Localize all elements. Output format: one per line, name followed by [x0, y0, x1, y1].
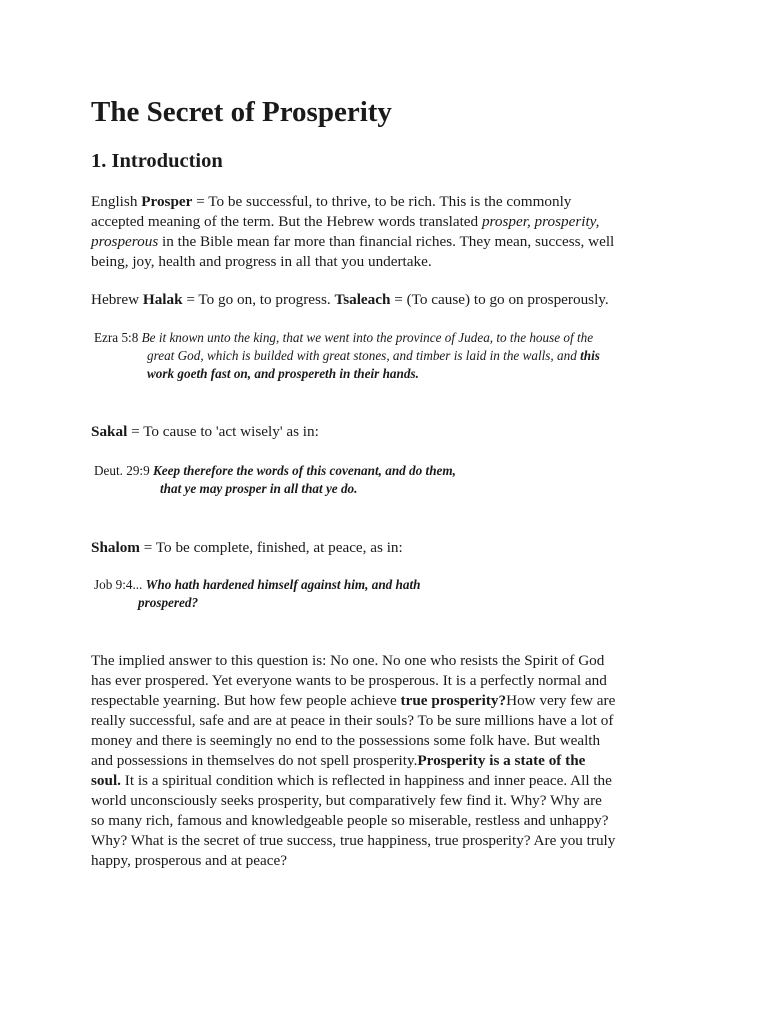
bold-run: true prosperity?	[400, 692, 507, 709]
verse-line: work goeth fast on, and prospereth in their hands.	[147, 366, 419, 381]
closing-line: has ever prospered. Yet everyone wants to be prosperous. It is a perfectly normal and	[91, 672, 607, 689]
intro-line	[91, 232, 691, 252]
verse-line	[94, 576, 420, 594]
intro-line: being, joy, health and progress in all that you undertake.	[91, 253, 432, 270]
verse-text: Be it known unto the king, that we went into the province of Judea, to the house of the	[141, 330, 594, 345]
sakal-definition	[91, 422, 691, 442]
closing-line	[91, 771, 691, 791]
document-title: The Secret of Prosperity	[91, 96, 392, 128]
closing-line: Why? What is the secret of true success, true happiness, true prosperity? Are you truly	[91, 832, 616, 849]
verse-job	[94, 576, 420, 612]
bold-run: soul.	[91, 772, 121, 789]
closing-paragraph	[91, 651, 691, 871]
text-run: Hebrew	[91, 291, 143, 308]
term-tsaleach: Tsaleach	[334, 291, 391, 308]
text-run: How very few are	[506, 692, 616, 709]
verse-line	[94, 462, 456, 480]
text-run: and possessions in themselves do not spell prosperity.	[91, 752, 418, 769]
closing-line	[91, 751, 691, 771]
verse-emphasis: this	[580, 348, 600, 363]
text-run: It is a spiritual condition which is reflected in happiness and inner peace. All the	[120, 772, 612, 789]
shalom-definition	[91, 538, 691, 558]
closing-line: money and there is seemingly no end to the possessions some folk have. But wealth	[91, 732, 601, 749]
verse-deut	[94, 462, 456, 498]
text-run: English	[91, 193, 142, 210]
verse-line: prospered?	[138, 595, 199, 610]
verse-reference: Deut. 29:9	[94, 463, 153, 478]
section-heading: 1. Introduction	[91, 150, 223, 172]
hebrew-line	[91, 290, 691, 310]
closing-line: really successful, safe and are at peace in their souls? To be sure millions have a lot of	[91, 712, 614, 729]
closing-line: happy, prosperous and at peace?	[91, 852, 287, 869]
intro-line	[91, 192, 691, 212]
text-run: = To go on, to progress.	[182, 291, 335, 308]
verse-text: Keep therefore the words of this covenant, and do them,	[152, 463, 456, 478]
term-shalom: Shalom	[91, 539, 140, 556]
term-sakal: Sakal	[91, 423, 128, 440]
italic-run: prosperous	[91, 233, 159, 250]
text-run: in the Bible mean far more than financial riches. They mean, success, well	[158, 233, 615, 250]
closing-line: The implied answer to this question is: No one. No one who resists the Spirit of God	[91, 652, 605, 669]
intro-line	[91, 212, 691, 232]
verse-reference: Job 9:4...	[94, 577, 146, 592]
sakal-line	[91, 422, 691, 442]
bold-run: Prosperity is a state of the	[417, 752, 586, 769]
shalom-line	[91, 538, 691, 558]
verse-text: Who hath hardened himself against him, and hath	[145, 577, 421, 592]
term-prosper: Prosper	[141, 193, 193, 210]
italic-run: prosper, prosperity,	[481, 213, 600, 230]
hebrew-definition	[91, 290, 691, 310]
verse-line	[94, 329, 600, 347]
verse-line	[94, 347, 600, 365]
verse-reference: Ezra 5:8	[94, 330, 142, 345]
text-run: = (To cause) to go on prosperously.	[390, 291, 609, 308]
closing-line	[91, 691, 691, 711]
text-run: respectable yearning. But how few people achieve	[91, 692, 401, 709]
text-run: accepted meaning of the term. But the Hebrew words translated	[91, 213, 482, 230]
text-run: = To be complete, finished, at peace, as in:	[139, 539, 403, 556]
intro-paragraph	[91, 192, 691, 272]
verse-text: great God, which is builded with great stones, and timber is laid in the walls, and	[147, 348, 581, 363]
text-run: = To cause to 'act wisely' as in:	[127, 423, 319, 440]
closing-line: so many rich, famous and knowledgeable people so miserable, restless and unhappy?	[91, 812, 609, 829]
term-halak: Halak	[142, 291, 183, 308]
verse-ezra	[94, 329, 600, 383]
text-run: = To be successful, to thrive, to be rich. This is the commonly	[192, 193, 572, 210]
verse-line: that ye may prosper in all that ye do.	[160, 481, 358, 496]
closing-line: world unconsciously seeks prosperity, but comparatively few find it. Why? Why are	[91, 792, 602, 809]
